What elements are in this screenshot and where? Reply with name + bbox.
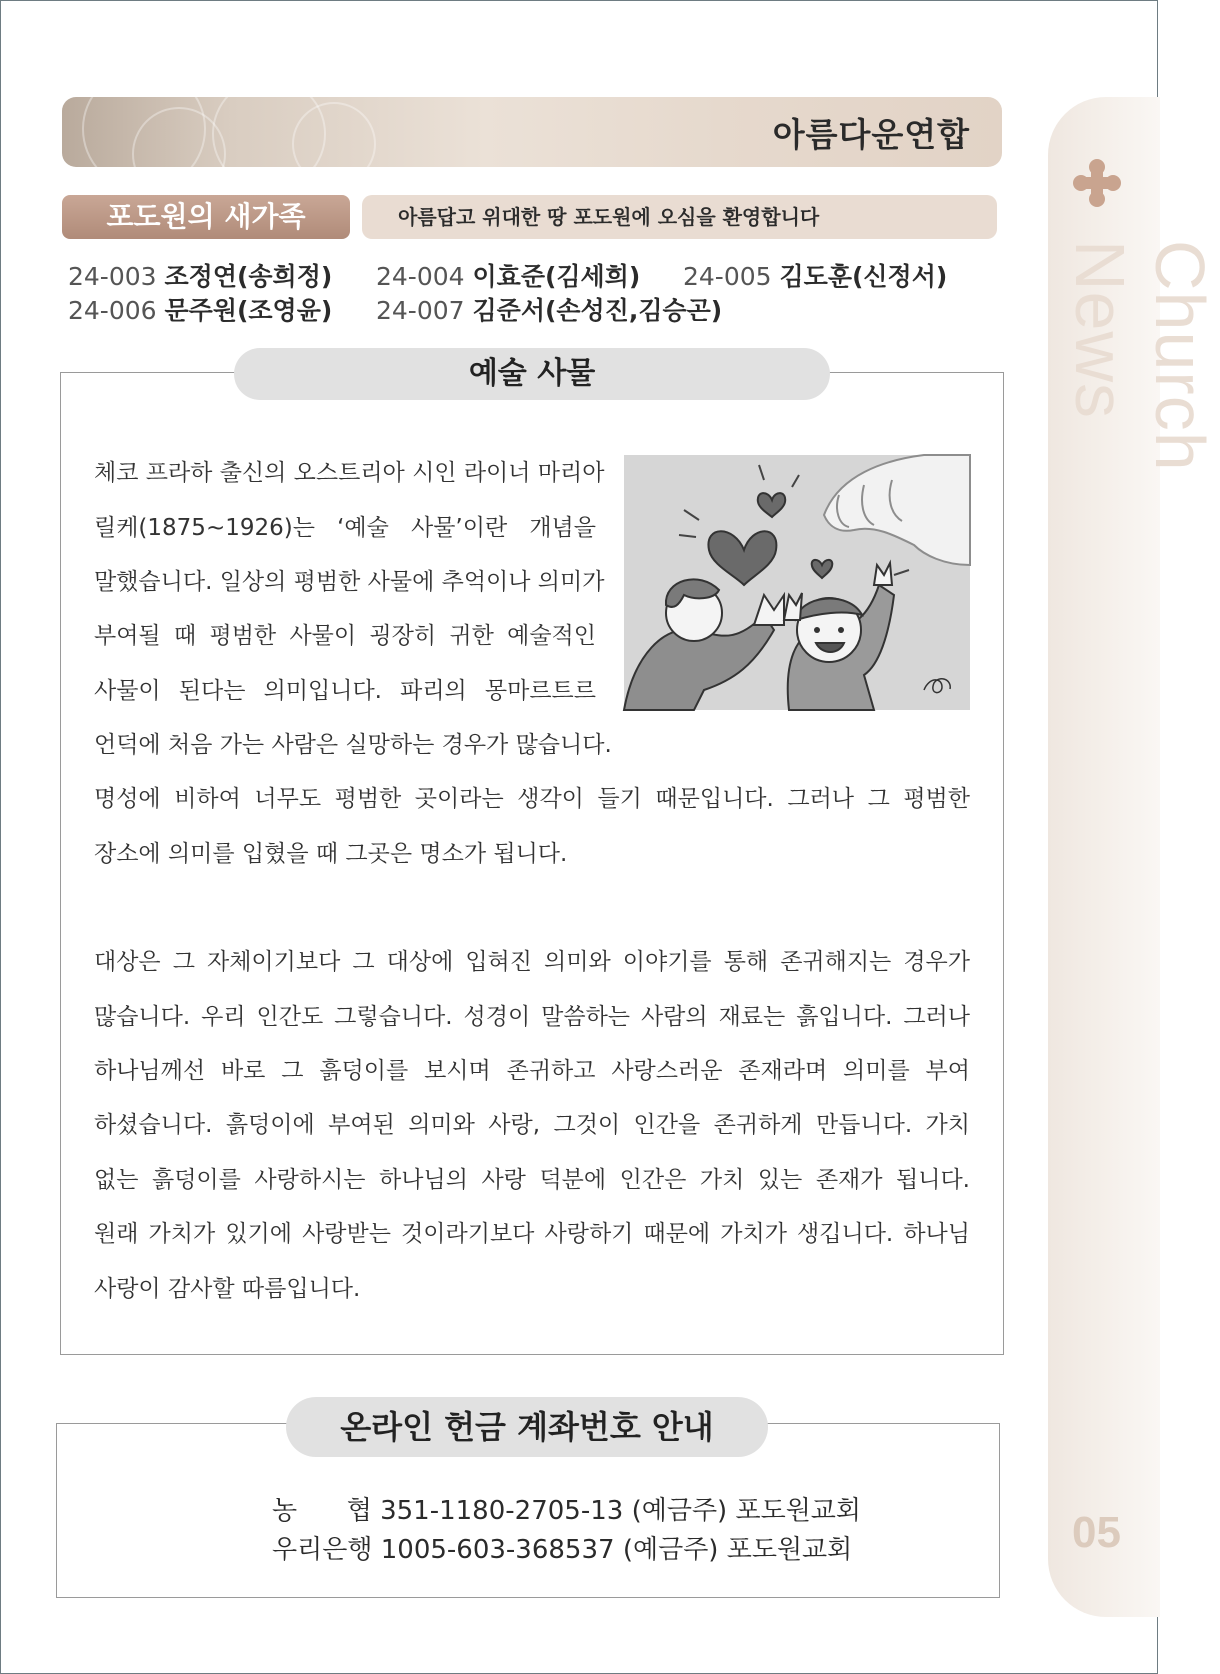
article-line: 언덕에 처음 가는 사람은 실망하는 경우가 많습니다.: [94, 732, 612, 758]
article-line: 원래 가치가 있기에 사랑받는 것이라기보다 사랑하기 때문에 가치가 생깁니다. 하나님: [94, 1221, 970, 1247]
article-line: 체코 프라하 출신의 오스트리아 시인 라이너 마리아: [94, 460, 605, 486]
page-title: 아름다운연합: [772, 115, 970, 154]
article-line: 장소에 의미를 입혔을 때 그곳은 명소가 됩니다.: [94, 841, 568, 867]
member-entry: 24-004 이효준(김세희): [376, 262, 641, 291]
header-banner: [62, 97, 1002, 167]
article-line: 사랑이 감사할 따름입니다.: [94, 1276, 361, 1302]
donation-title: 온라인 헌금 계좌번호 안내: [286, 1397, 768, 1457]
article-line: 하셨습니다. 흙덩이에 부여된 의미와 사랑, 그것이 인간을 존귀하게 만듭니다. 가치: [94, 1112, 970, 1138]
account-number: 351-1180-2705-13: [380, 1496, 624, 1526]
article-line: 명성에 비하여 너무도 평범한 곳이라는 생각이 들기 때문입니다. 그러나 그 평범한: [94, 786, 970, 812]
member-entry: 24-005 김도훈(신정서): [683, 262, 948, 291]
account-holder: (예금주) 포도원교회: [631, 1496, 862, 1526]
page-number: 05: [1072, 1508, 1121, 1557]
bank-name: 농 협: [272, 1496, 372, 1526]
article-line: 말했습니다. 일상의 평범한 사물에 추억이나 의미가: [94, 569, 605, 595]
member-entry: 24-003 조정연(송희정): [68, 262, 333, 291]
account-holder: (예금주) 포도원교회: [622, 1535, 853, 1565]
welcome-message: 아름답고 위대한 땅 포도원에 오심을 환영합니다: [362, 195, 997, 239]
article-title: 예술 사물: [234, 348, 830, 400]
new-family-badge: 포도원의 새가족: [62, 195, 350, 239]
article-line: 하나님께선 바로 그 흙덩이를 보시며 존귀하고 사랑스러운 존재라며 의미를 부여: [94, 1058, 970, 1084]
article-line: 릴케(1875~1926)는 ‘예술 사물’이란 개념을: [94, 515, 596, 541]
account-number: 1005-603-368537: [380, 1535, 615, 1565]
article-line: 부여될 때 평범한 사물이 굉장히 귀한 예술적인: [94, 623, 596, 649]
account-line: [272, 1529, 852, 1566]
high-five-illustration: [624, 455, 970, 710]
article-line: 대상은 그 자체이기보다 그 대상에 입혀진 의미와 이야기를 통해 존귀해지는 경우가: [94, 949, 970, 975]
member-entry: 24-007 김준서(손성진,김승곤): [376, 296, 723, 325]
side-tab-label: Church News: [1061, 240, 1219, 472]
bank-name: 우리은행: [272, 1535, 373, 1565]
cross-icon: [1072, 158, 1122, 208]
member-entry: 24-006 문주원(조영윤): [68, 296, 333, 325]
article-line: 많습니다. 우리 인간도 그렇습니다. 성경이 말씀하는 사람의 재료는 흙입니다. 그러나: [94, 1004, 970, 1030]
account-line: [272, 1490, 861, 1527]
article-line: 없는 흙덩이를 사랑하시는 하나님의 사랑 덕분에 인간은 가치 있는 존재가 됩니다.: [94, 1167, 970, 1193]
article-line: 사물이 된다는 의미입니다. 파리의 몽마르트르: [94, 678, 596, 704]
